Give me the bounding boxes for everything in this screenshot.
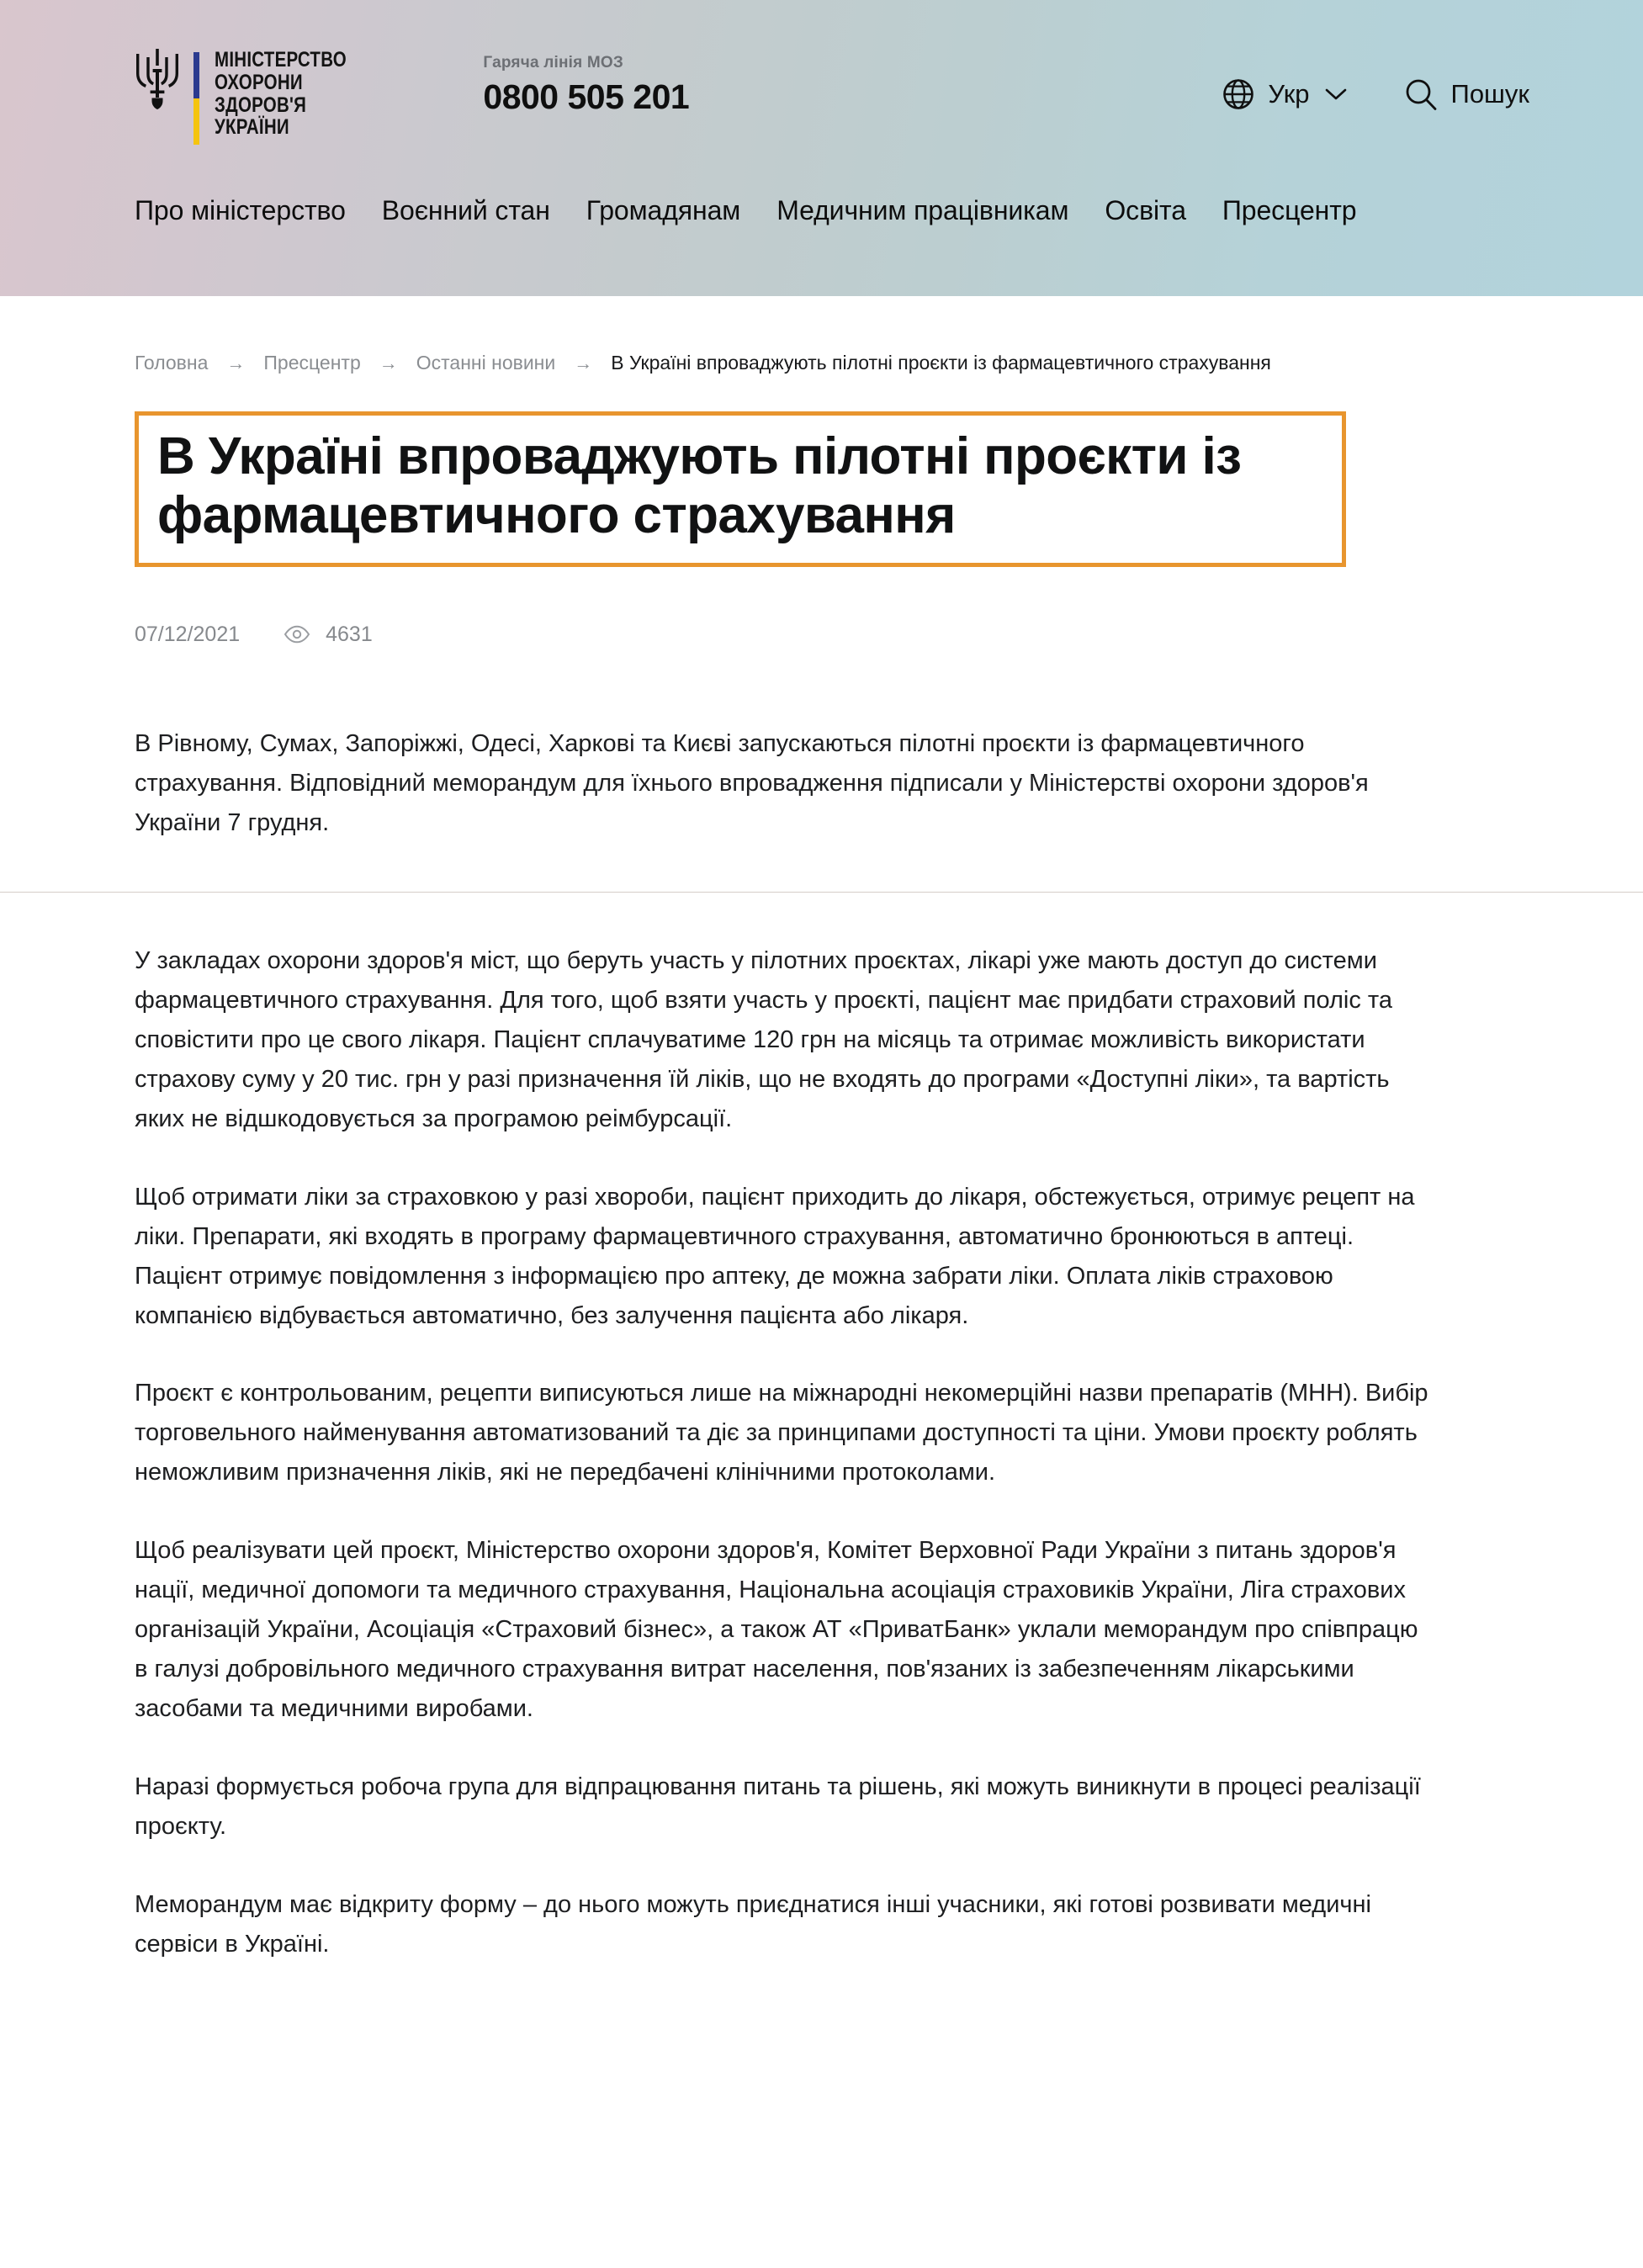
article-body: [135, 893, 1508, 2015]
breadcrumb-item-press-center[interactable]: Пресцентр: [263, 352, 361, 374]
main-navigation: [0, 178, 1643, 226]
article-paragraph: [135, 1178, 1434, 1336]
hotline-block: [483, 54, 689, 117]
nav-item-about-ministry[interactable]: Про міністерство: [135, 195, 346, 225]
article-paragraph: [135, 1885, 1434, 1964]
breadcrumb-item-home[interactable]: Головна: [135, 352, 209, 374]
site-logo[interactable]: [135, 49, 375, 145]
article-paragraph: [135, 1374, 1434, 1492]
logo-word-line-1: МІНІСТЕРСТВО: [215, 48, 347, 72]
language-selector[interactable]: [1222, 78, 1346, 110]
search-label: Пошук: [1450, 79, 1529, 109]
highlighted-text: Щоб отримати ліки за страховкою у разі хвороби, пацієнт приходить до лікаря, обстежується, отримує рецепт на ліки. Препарати, які входять в програму фармацевтичного страхування, автоматично бронюються в аптеці. Пацієнт отримує повідомлення з інформацією про аптеку, де можна забрати ліки. Оплата ліків страховою компанією відбувається автоматично, без залучення пацієнта або лікаря.: [135, 1184, 1415, 1332]
paragraph-text: У закладах охорони здоров'я міст, що беруть участь у пілотних проєктах, лікарі уже мають доступ до системи фармацевтичного страхування.: [135, 946, 1377, 1014]
logo-word-line-2: ОХОРОНИ: [215, 70, 303, 94]
header-top-bar: [0, 0, 1643, 178]
search-icon: [1404, 77, 1438, 111]
hotline-number[interactable]: 0800 505 201: [483, 77, 690, 116]
paragraph-text: Щоб реалізувати цей проєкт, Міністерство охорони здоров'я, Комітет Верховної Ради України з питань здоров'я нації, медичної допомоги та медичного страхування, Національна асоціація страховиків України, Ліга страхових організацій України, Асоціація «Страховий бізнес», а також АТ «ПриватБанк» уклали меморандум про співпрацю в галузі добровільного медичного страхування витрат населення, пов'язаних із забезпеченням лікарськими засобами та медичними виробами.: [135, 1537, 1418, 1723]
logo-wordmark: [215, 49, 347, 139]
header-tools: [1222, 77, 1529, 111]
article-meta: [135, 623, 1508, 647]
breadcrumb-separator-icon: →: [379, 352, 398, 374]
flag-bar-yellow: [193, 98, 199, 145]
view-counter: [284, 623, 373, 647]
language-label: Укр: [1268, 79, 1310, 109]
breadcrumb-separator-icon: →: [574, 352, 593, 374]
page-title: В Україні впроваджують пілотні проєкти із фармацевтичного страхування: [135, 411, 1346, 567]
paragraph-text: Проєкт є контрольованим, рецепти виписуються лише на міжнародні некомерційні назви препаратів (МНН). Вибір торговельного найменування автоматизований та діє за принципами доступності та ціни. Умови проєкту роблять неможливим призначення ліків, які не передбачені клінічними протоколами.: [135, 1380, 1428, 1486]
paragraph-text: Меморандум має відкриту форму – до нього можуть приєднатися інші учасники, які готові розвивати медичні сервіси в Україні.: [135, 1891, 1371, 1958]
site-header: [0, 0, 1643, 296]
paragraph-text: Пацієнт сплачуватиме 120 грн на місяць та отримає можливість використати страхову суму у 20 тис. грн у разі призначення їй ліків, що не входять до програми «Доступні ліки», та вартість яких не відшкодовується за програмою реімбурсації.: [135, 1025, 1390, 1132]
ukraine-trident-icon: [135, 49, 180, 109]
article-paragraph: [135, 1767, 1434, 1847]
breadcrumb-item-latest-news[interactable]: Останні новини: [416, 352, 556, 374]
publish-date: 07/12/2021: [135, 622, 241, 646]
logo-word-line-3: ЗДОРОВ'Я: [215, 93, 307, 117]
nav-item-martial-law[interactable]: Воєнний стан: [381, 195, 550, 225]
breadcrumb-item-current: В Україні впроваджують пілотні проєкти із фармацевтичного страхування: [611, 352, 1271, 374]
breadcrumb-separator-icon: →: [226, 352, 246, 374]
eye-icon: [284, 625, 310, 644]
flag-bar-blue: [193, 52, 199, 98]
logo-word-line-4: УКРАЇНИ: [215, 115, 289, 140]
view-count: 4631: [326, 622, 373, 646]
nav-item-medical-workers[interactable]: Медичним працівникам: [776, 195, 1069, 225]
article-lead: В Рівному, Сумах, Запоріжжі, Одесі, Харкові та Києві запускаються пілотні проєкти із фармацевтичного страхування. Відповідний меморандум для їхнього впровадження підписали у Міністерстві охорони здоров'я України 7 грудня.: [135, 729, 1369, 836]
nav-item-education[interactable]: Освіта: [1105, 195, 1186, 225]
nav-item-citizens[interactable]: Громадянам: [586, 195, 741, 225]
chevron-down-icon: [1325, 87, 1347, 101]
article-paragraph: [135, 1531, 1434, 1729]
breadcrumb: [135, 296, 1472, 378]
globe-icon: [1222, 78, 1254, 110]
search-button[interactable]: [1404, 77, 1529, 111]
highlighted-text: Для того, щоб взяти участь у проєкті, пацієнт має придбати страховий поліс та сповістити про це свого лікаря.: [135, 987, 1392, 1056]
nav-item-press-center[interactable]: Пресцентр: [1222, 195, 1357, 225]
hotline-label: Гаряча лінія МОЗ: [483, 54, 623, 72]
paragraph-text: Наразі формується робоча група для відпрацювання питань та рішень, які можуть виникнути в процесі реалізації проєкту.: [135, 1773, 1421, 1841]
page-content: [0, 296, 1643, 2015]
flag-accent-bars: [193, 52, 199, 145]
article-paragraph: [135, 941, 1434, 1139]
